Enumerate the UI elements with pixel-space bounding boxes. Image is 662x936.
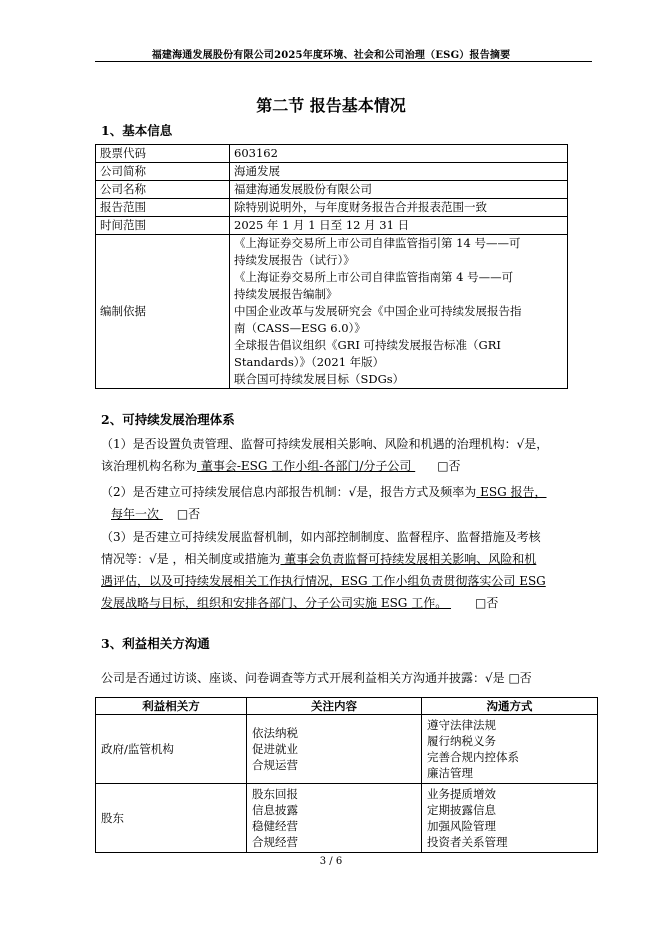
q3-line-4 bbox=[101, 592, 601, 614]
stakeholders-heading: 3、利益相关方沟通 bbox=[101, 636, 210, 651]
q1-line-1: （1）是否设置负责管理、监督可持续发展相关影响、风险和机遇的治理机构：√是， bbox=[101, 437, 549, 451]
q2-answer-2: 每年一次 bbox=[111, 507, 163, 521]
row-label: 公司名称 bbox=[96, 181, 230, 199]
q1-prompt: 该治理机构名称为 bbox=[101, 459, 198, 473]
stakeholders-intro: 公司是否通过访谈、座谈、问卷调查等方式开展利益相关方沟通并披露：√是 □否 bbox=[101, 671, 532, 685]
q3-no-checkbox: □否 bbox=[475, 596, 499, 610]
q2-line-2 bbox=[101, 503, 601, 525]
table-row bbox=[96, 235, 568, 389]
stakeholder-methods bbox=[422, 715, 598, 784]
stakeholder-party: 政府/监管机构 bbox=[96, 715, 247, 784]
q2-prompt: （2）是否建立可持续发展信息内部报告机制：√是，报告方式及频率为 bbox=[101, 485, 477, 499]
row-value: 603162 bbox=[230, 145, 568, 163]
q3-line-1: （3）是否建立可持续发展监督机制，如内部控制制度、监督程序、监督措施及考核 bbox=[101, 530, 541, 544]
basic-info-table bbox=[95, 144, 568, 389]
row-value: 2025 年 1 月 1 日至 12 月 31 日 bbox=[230, 217, 568, 235]
stakeholder-concerns bbox=[247, 784, 422, 853]
basis-line: Standards）》（2021 年版） bbox=[234, 355, 385, 369]
method-item: 定期披露信息 bbox=[427, 803, 496, 817]
q1-line-2 bbox=[101, 455, 601, 477]
basis-line: 南（CASS—ESG 6.0）》 bbox=[234, 321, 366, 335]
basis-line: 中国企业改革与发展研究会《中国企业可持续发展报告指 bbox=[234, 304, 522, 318]
concern-item: 促进就业 bbox=[252, 742, 298, 756]
column-header: 利益相关方 bbox=[96, 698, 247, 715]
governance-heading: 2、可持续发展治理体系 bbox=[101, 412, 235, 427]
table-row bbox=[96, 784, 598, 853]
basis-line: 持续发展报告编制》 bbox=[234, 287, 338, 301]
table-row bbox=[96, 181, 568, 199]
q3-answer-3: 发展战略与目标，组织和安排各部门、分子公司实施 ESG 工作。 bbox=[101, 596, 452, 610]
q2-no-checkbox: □否 bbox=[176, 507, 201, 521]
basis-line: 持续发展报告（试行）》 bbox=[234, 253, 355, 267]
concern-item: 信息披露 bbox=[252, 803, 298, 817]
basis-line: 《上海证券交易所上市公司自律监管指南第 4 号——可 bbox=[234, 270, 514, 284]
basic-info-heading: 1、基本信息 bbox=[101, 123, 173, 138]
row-label: 报告范围 bbox=[96, 199, 230, 217]
row-value: 海通发展 bbox=[230, 163, 568, 181]
governance-q2 bbox=[101, 481, 601, 525]
method-item: 履行纳税义务 bbox=[427, 734, 496, 748]
column-header: 沟通方式 bbox=[422, 698, 598, 715]
page-number: 3 / 6 bbox=[319, 856, 343, 867]
row-label: 时间范围 bbox=[96, 217, 230, 235]
q2-answer-1: ESG 报告， bbox=[476, 485, 547, 499]
method-item: 廉洁管理 bbox=[427, 766, 473, 780]
method-item: 完善合规内控体系 bbox=[427, 750, 519, 764]
concern-item: 依法纳税 bbox=[252, 726, 298, 740]
concern-item: 股东回报 bbox=[252, 787, 298, 801]
basis-value bbox=[230, 235, 568, 389]
row-label: 编制依据 bbox=[96, 235, 230, 389]
concern-item: 稳健经营 bbox=[252, 819, 298, 833]
row-label: 公司简称 bbox=[96, 163, 230, 181]
section-title: 第二节 报告基本情况 bbox=[256, 96, 406, 115]
q3-line-2 bbox=[101, 548, 601, 570]
basis-line: 《上海证券交易所上市公司自律监管指引第 14 号——可 bbox=[234, 236, 521, 250]
table-row bbox=[96, 163, 568, 181]
row-value: 福建海通发展股份有限公司 bbox=[230, 181, 568, 199]
table-row bbox=[96, 199, 568, 217]
header-divider bbox=[95, 61, 592, 62]
q1-no-checkbox: □否 bbox=[437, 459, 461, 473]
q1-answer: 董事会-ESG 工作小组-各部门/分子公司 bbox=[197, 459, 416, 473]
stakeholder-methods bbox=[422, 784, 598, 853]
table-row bbox=[96, 715, 598, 784]
stakeholders-table bbox=[95, 697, 598, 853]
q2-line-1 bbox=[101, 481, 601, 503]
basis-line: 全球报告倡议组织《GRI 可持续发展报告标准（GRI bbox=[234, 338, 501, 352]
basis-line: 联合国可持续发展目标（SDGs） bbox=[234, 372, 405, 386]
table-header-row bbox=[96, 698, 598, 715]
page-header: 福建海通发展股份有限公司2025年度环境、社会和公司治理（ESG）报告摘要 bbox=[151, 50, 511, 61]
concern-item: 合规经营 bbox=[252, 835, 298, 849]
method-item: 遵守法律法规 bbox=[427, 718, 496, 732]
row-label: 股票代码 bbox=[96, 145, 230, 163]
method-item: 业务提质增效 bbox=[427, 787, 496, 801]
governance-q1 bbox=[101, 433, 601, 477]
method-item: 加强风险管理 bbox=[427, 819, 496, 833]
q3-prompt: 情况等：√是 ，相关制度或措施为 bbox=[101, 552, 281, 566]
q3-answer-2: 遇评估，以及可持续发展相关工作执行情况，ESG 工作小组负责贯彻落实公司 ESG bbox=[101, 574, 546, 588]
concern-item: 合规运营 bbox=[252, 758, 298, 772]
row-value: 除特别说明外，与年度财务报告合并报表范围一致 bbox=[230, 199, 568, 217]
stakeholder-party: 股东 bbox=[96, 784, 247, 853]
table-row bbox=[96, 217, 568, 235]
table-row bbox=[96, 145, 568, 163]
column-header: 关注内容 bbox=[247, 698, 422, 715]
stakeholder-concerns bbox=[247, 715, 422, 784]
q3-answer-1: 董事会负责监督可持续发展相关影响、风险和机 bbox=[280, 552, 537, 566]
method-item: 投资者关系管理 bbox=[427, 835, 508, 849]
governance-q3 bbox=[101, 526, 601, 614]
